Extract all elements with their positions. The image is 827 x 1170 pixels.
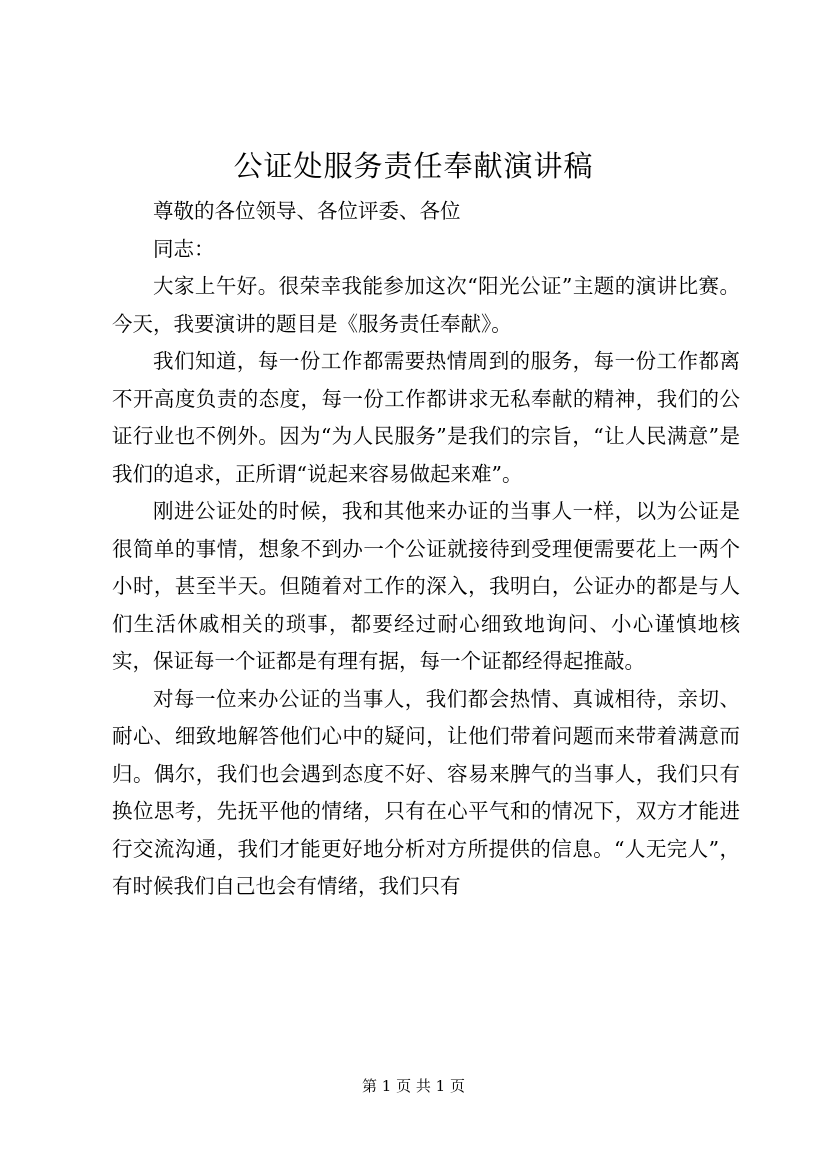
body-paragraph: 对每一位来办公证的当事人，我们都会热情、真诚相待，亲切、耐心、细致地解答他们心中的疑问，让他们带着问题而来带着满意而归。偶尔，我们也会遇到态度不好、容易来脾气的当事人，我们只有换位思考，先抚平他的情绪，只有在心平气和的情况下，双方才能进行交流沟通，我们才能更好地分析对方所提供的信息。“人无完人”，有时候我们自己也会有情绪，我们只有	[112, 686, 740, 898]
document-title: 公证处服务责任奉献演讲稿	[233, 149, 594, 183]
salutation-line: 同志：	[153, 236, 215, 261]
page-number-footer: 第 1 页 共 1 页	[362, 1077, 465, 1095]
body-paragraph: 刚进公证处的时候，我和其他来办证的当事人一样，以为公证是很简单的事情，想象不到办一个公证就接待到受理便需要花上一两个小时，甚至半天。但随着对工作的深入，我明白，公证办的都是与人们生活休戚相关的琐事，都要经过耐心细致地询问、小心谨慎地核实，保证每一个证都是有理有据，每一个证都经得起推敲。	[112, 499, 740, 673]
body-paragraph: 大家上午好。很荣幸我能参加这次“阳光公证”主题的演讲比赛。今天，我要演讲的题目是《服务责任奉献》。	[112, 274, 740, 336]
salutation-line: 尊敬的各位领导、各位评委、各位	[153, 199, 461, 223]
document-body	[112, 193, 740, 906]
body-paragraph: 我们知道，每一份工作都需要热情周到的服务，每一份工作都离不开高度负责的态度，每一份工作都讲求无私奉献的精神，我们的公证行业也不例外。因为“为人民服务”是我们的宗旨，“让人民满意”是我们的追求，正所谓“说起来容易做起来难”。	[112, 349, 740, 486]
